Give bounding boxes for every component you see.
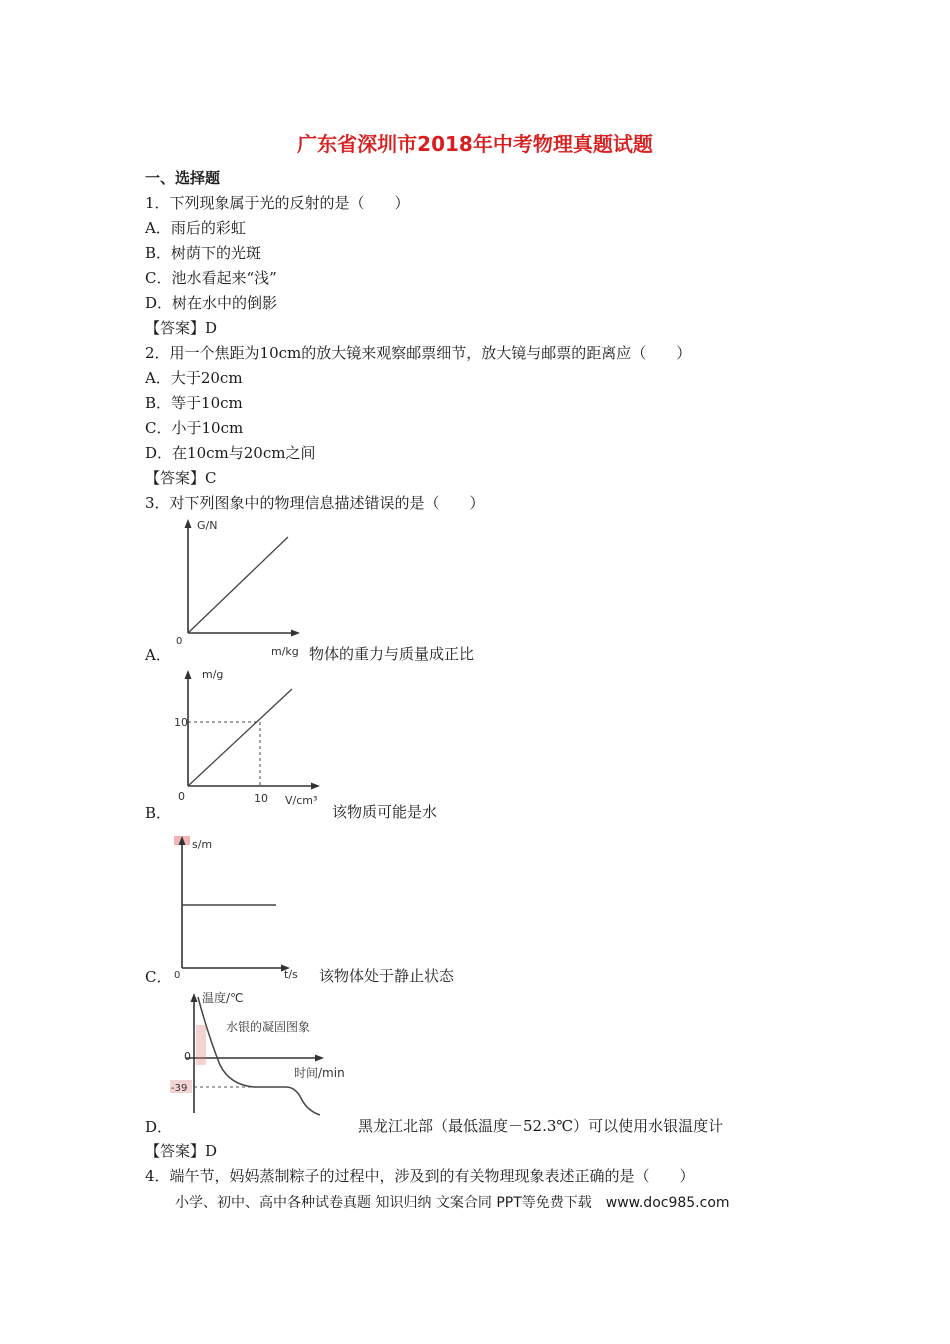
graph-c-ylabel: s/m — [192, 838, 213, 851]
graph-d-freeze-label: -39 — [171, 1083, 188, 1094]
graph-b-ylabel: m/g — [202, 668, 224, 681]
graph-a — [172, 515, 307, 660]
question-3-option-d-letter: D． — [145, 1118, 173, 1136]
graph-a-ylabel: G/N — [197, 519, 218, 532]
question-1-option-b: B．树荫下的光斑 — [145, 244, 262, 262]
page-footer: 小学、初中、高中各种试卷真题 知识归纳 文案合同 PPT等免费下载 www.doc985.com — [175, 1195, 730, 1211]
question-2-option-c: C．小于10cm — [145, 419, 244, 437]
question-1-option-a: A．雨后的彩虹 — [145, 219, 246, 237]
question-1-stem: 1．下列现象属于光的反射的是（ ） — [145, 194, 410, 212]
question-2-stem: 2．用一个焦距为10cm的放大镜来观察邮票细节，放大镜与邮票的距离应（ ） — [145, 344, 692, 362]
section-heading: 一、选择题 — [145, 169, 221, 187]
graph-d-ylabel: 温度/℃ — [202, 991, 244, 1005]
question-3-option-c-letter: C． — [145, 968, 172, 986]
graph-c — [172, 832, 312, 980]
question-2-option-a: A．大于20cm — [145, 369, 243, 387]
graph-b — [172, 662, 332, 812]
question-3-option-c-desc: 该物体处于静止状态 — [319, 967, 455, 985]
question-1-option-c: C．池水看起来“浅” — [145, 269, 277, 287]
question-2-option-d: D．在10cm与20cm之间 — [145, 444, 316, 462]
graph-b-xlabel: V/cm³ — [285, 794, 318, 807]
graph-d-xlabel: 时间/min — [294, 1066, 345, 1080]
graph-d — [168, 985, 363, 1120]
question-1-option-d: D．树在水中的倒影 — [145, 294, 278, 312]
graph-a-origin: 0 — [176, 636, 183, 647]
graph-c-origin: 0 — [174, 970, 181, 980]
question-3-option-b-letter: B． — [145, 804, 172, 822]
question-2-answer: 【答案】C — [145, 469, 217, 487]
question-1-answer: 【答案】D — [145, 319, 218, 337]
graph-d-curve-label: 水银的凝固图象 — [226, 1020, 311, 1034]
question-3-option-b-desc: 该物质可能是水 — [332, 803, 438, 821]
graph-b-ytick: 10 — [174, 716, 188, 729]
page-title: 广东省深圳市2018年中考物理真题试题 — [297, 132, 653, 156]
graph-b-origin: 0 — [178, 790, 185, 803]
question-4-stem: 4．端午节，妈妈蒸制粽子的过程中，涉及到的有关物理现象表述正确的是（ ） — [145, 1167, 695, 1185]
question-3-answer: 【答案】D — [145, 1142, 218, 1160]
graph-d-zero-label: 0 — [184, 1050, 191, 1063]
graph-b-xtick: 10 — [254, 792, 268, 805]
graph-c-xlabel: t/s — [284, 968, 298, 980]
question-3-stem: 3．对下列图象中的物理信息描述错误的是（ ） — [145, 494, 485, 512]
question-3-option-a-desc: 物体的重力与质量成正比 — [309, 645, 475, 663]
question-2-option-b: B．等于10cm — [145, 394, 243, 412]
question-3-option-d-desc: 黑龙江北部（最低温度－52.3℃）可以使用水银温度计 — [358, 1117, 724, 1135]
question-3-option-a-letter: A． — [145, 646, 171, 664]
graph-a-xlabel: m/kg — [271, 645, 299, 658]
